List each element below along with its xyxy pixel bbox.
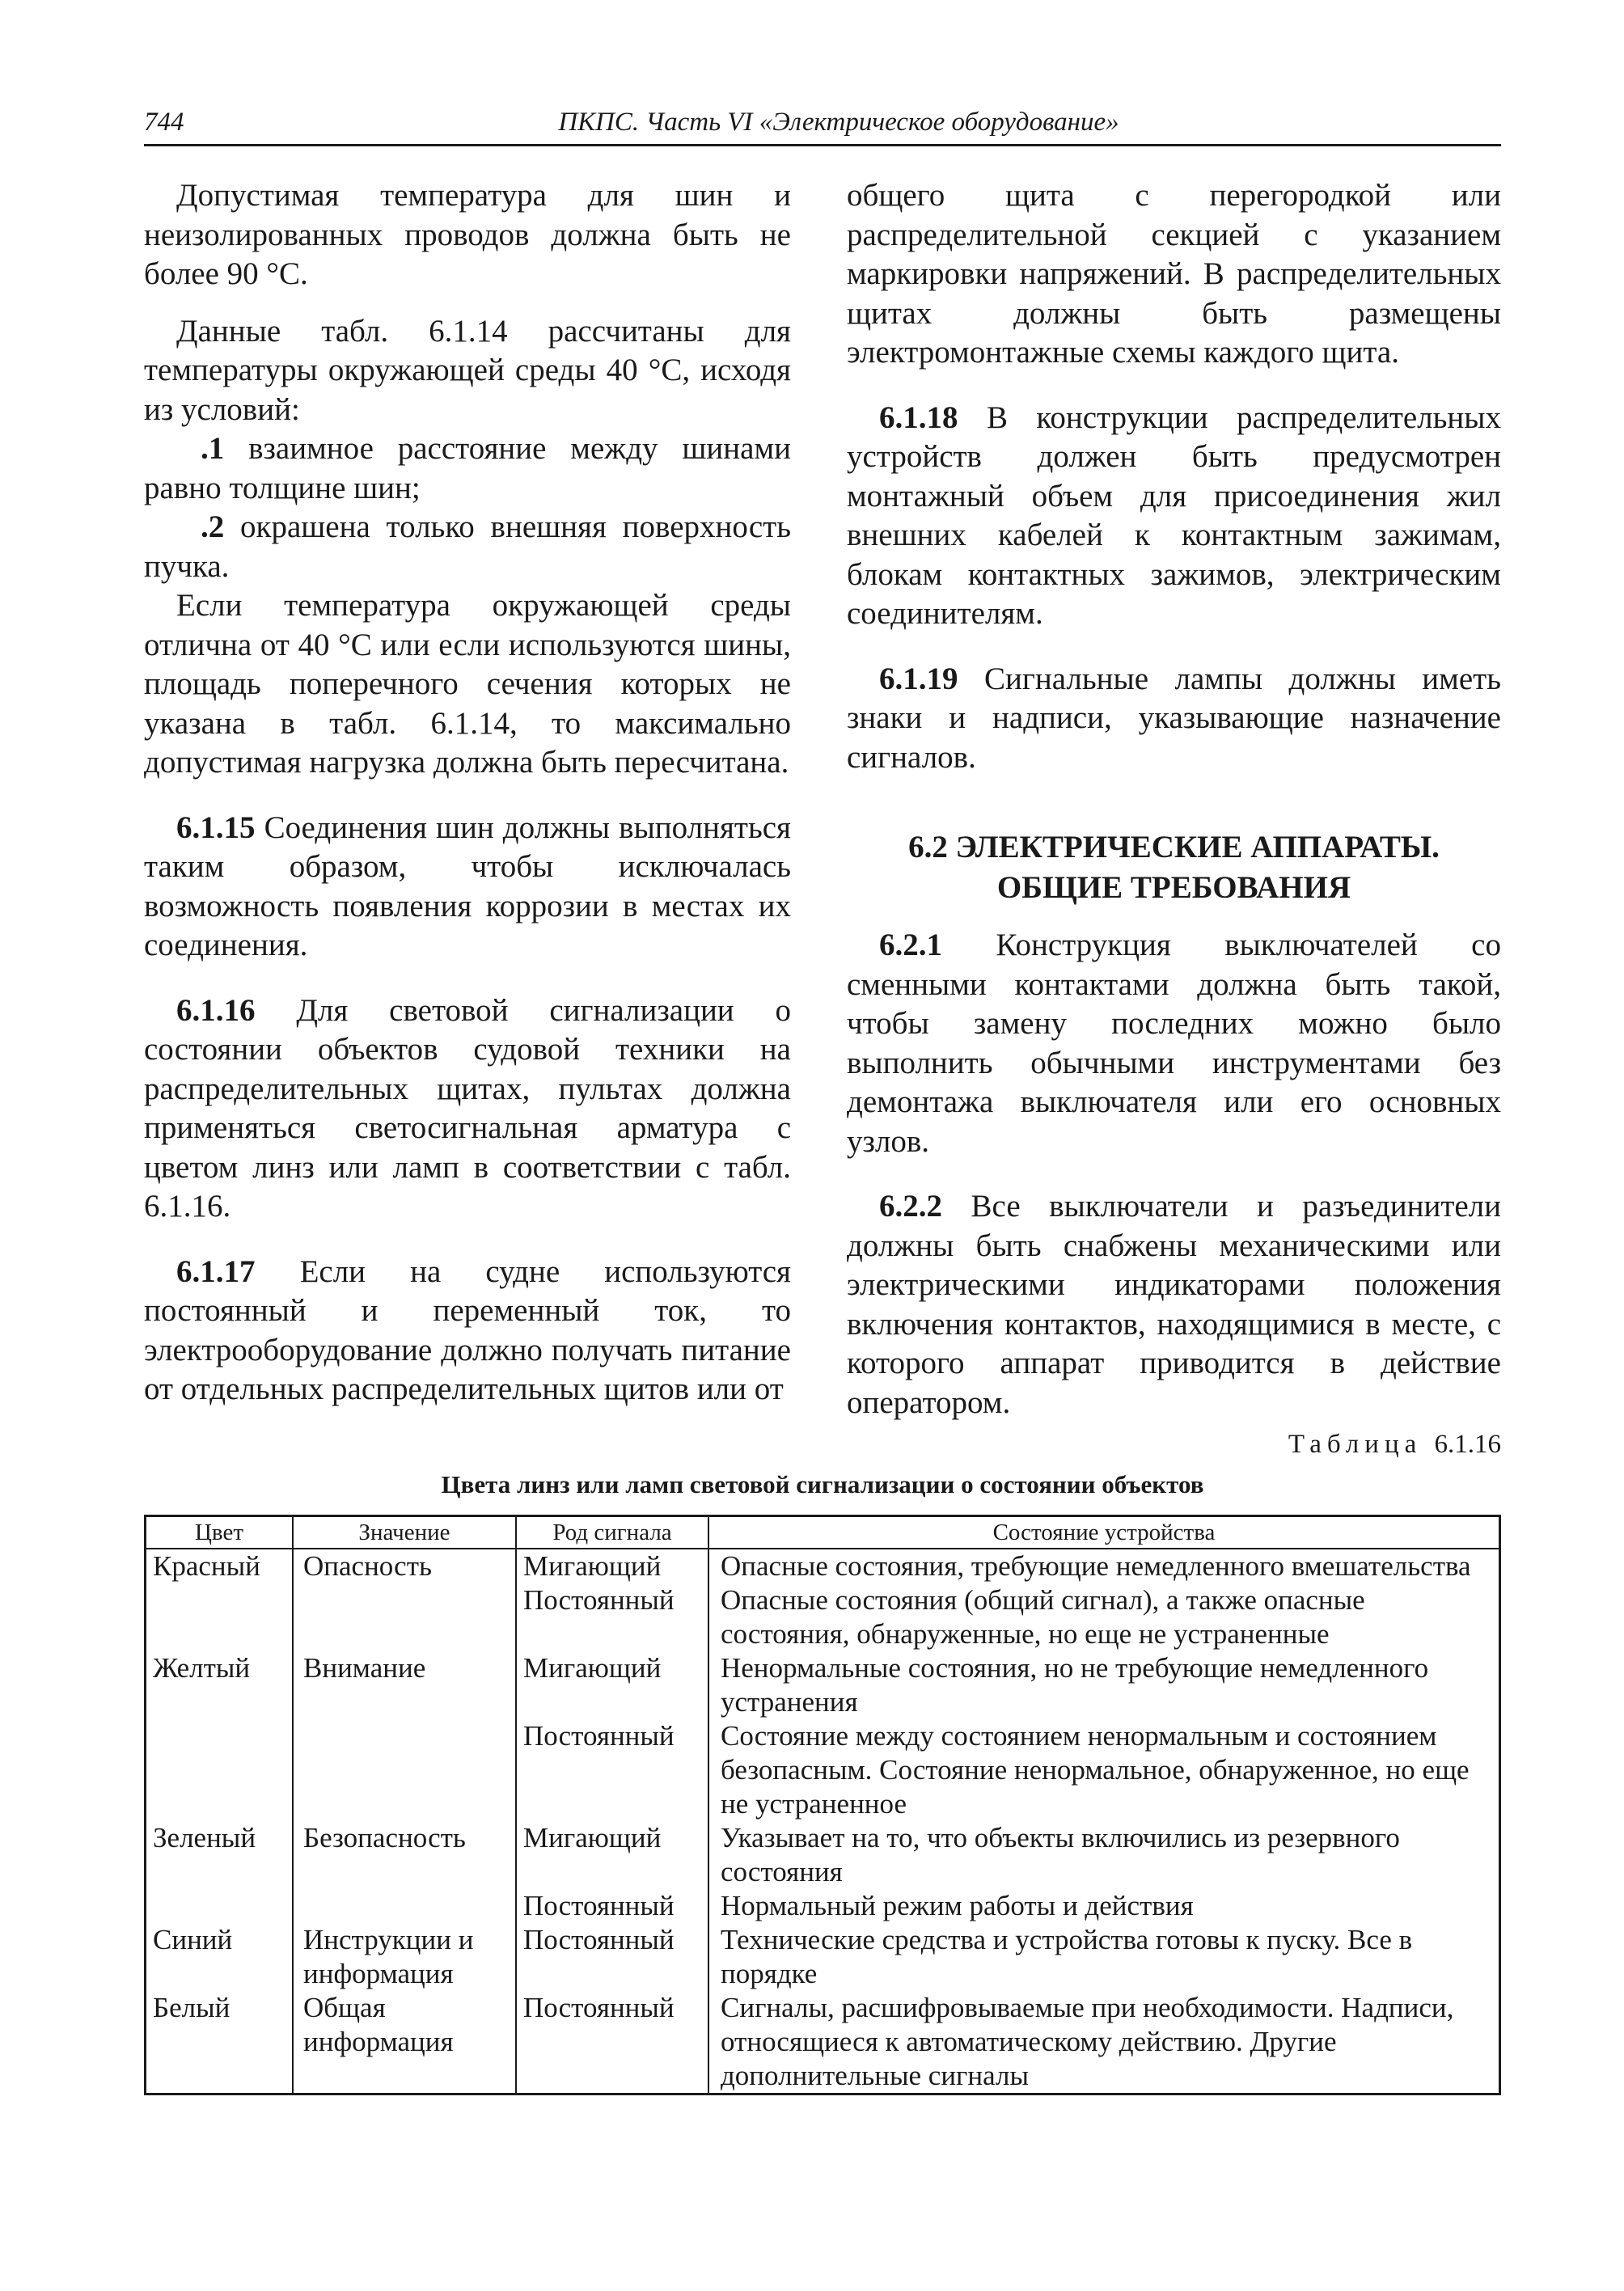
cell-color: Красный bbox=[146, 1549, 294, 1583]
cell-state: Опасные состояния (общий сигнал), а также опасные состояния, обнаруженные, но еще не устраненные bbox=[708, 1583, 1500, 1651]
clause-number: 6.2.2 bbox=[879, 1189, 942, 1224]
table-header-row bbox=[146, 1516, 1500, 1549]
column-header: Род сигнала bbox=[516, 1516, 708, 1549]
clause-6-1-16 bbox=[144, 991, 791, 1227]
table-caption-word: Таблица bbox=[1288, 1430, 1423, 1459]
cell-meaning bbox=[293, 1583, 516, 1651]
cell-state: Сигналы, расшифровываемые при необходимости. Надписи, относящиеся к автоматическому действию. Другие дополнительные сигналы bbox=[708, 1991, 1500, 2094]
cell-state: Нормальный режим работы и действия bbox=[708, 1889, 1500, 1923]
table-row bbox=[146, 1651, 1500, 1719]
cell-state: Указывает на то, что объекты включились из резервного состояния bbox=[708, 1821, 1500, 1889]
clause-6-1-17 bbox=[144, 1253, 791, 1410]
column-header: Цвет bbox=[146, 1516, 294, 1549]
paragraph: Если температура окружающей среды отлична от 40 °С или если используются шины, площадь поперечного сечения которых не указана в табл. 6.1.14, то максимально допустимая нагрузка должна быть пересчитана. bbox=[144, 588, 791, 780]
list-item bbox=[144, 429, 791, 508]
clause-text: В конструкции распределительных устройств должен быть предусмотрен монтажный объем для присоединения жил внешних кабелей к контактным зажимам, блокам контактных зажимов, электрическим соединителям. bbox=[847, 399, 1501, 631]
cell-color: Зеленый bbox=[146, 1821, 294, 1889]
cell-color bbox=[146, 1583, 294, 1651]
list-item-text: взаимное расстояние между шинами равно толщине шин; bbox=[144, 431, 791, 505]
cell-signal-type: Постоянный bbox=[516, 1889, 708, 1923]
cell-meaning bbox=[293, 1889, 516, 1923]
table-row bbox=[146, 1889, 1500, 1923]
clause-text: Если на судне используются постоянный и переменный ток, то электрооборудование должно получать питание от отдельных распределительных щитов или от bbox=[144, 1253, 791, 1406]
clause-text: Все выключатели и разъединители должны быть снабжены механическими или электрическими индикаторами положения включения контактов, находящимися в месте, с которого аппарат приводится в действие оператором. bbox=[847, 1189, 1502, 1420]
page-header bbox=[144, 104, 1501, 146]
cell-color: Белый bbox=[146, 1991, 294, 2094]
cell-signal-type: Постоянный bbox=[516, 1923, 708, 1991]
cell-state: Ненормальные состояния, но не требующие немедленного устранения bbox=[708, 1651, 1500, 1719]
clause-text: Конструкция выключателей со сменными контактами должна быть такой, чтобы замену последних можно было выполнить обычными инструментами без демонтажа выключателя или его основных узлов. bbox=[847, 928, 1501, 1159]
cell-state: Опасные состояния, требующие немедленного вмешательства bbox=[708, 1549, 1500, 1583]
clause-number: 6.1.17 bbox=[176, 1253, 256, 1289]
cell-signal-type: Мигающий bbox=[516, 1821, 708, 1889]
paragraph: общего щита с перегородкой или распределительной секцией с указанием маркировки напряжений. В распределительных щитах должны быть размещены электромонтажные схемы каждого щита. bbox=[847, 178, 1501, 370]
clause-6-1-19 bbox=[847, 660, 1501, 778]
clause-number: 6.1.16 bbox=[176, 992, 256, 1028]
left-column bbox=[144, 176, 791, 1410]
section-heading-line: 6.2 ЭЛЕКТРИЧЕСКИЕ АППАРАТЫ. bbox=[908, 830, 1440, 864]
cell-signal-type: Постоянный bbox=[516, 1583, 708, 1651]
column-header: Значение bbox=[293, 1516, 516, 1549]
clause-number: 6.1.15 bbox=[176, 809, 256, 845]
paragraph: Данные табл. 6.1.14 рассчитаны для температуры окружающей среды 40 °С, исходя из условий: bbox=[144, 313, 791, 427]
list-item bbox=[144, 508, 791, 586]
paragraph: Допустимая температура для шин и неизолированных проводов должна быть не более 90 °С. bbox=[144, 178, 791, 291]
cell-color bbox=[146, 1889, 294, 1923]
cell-meaning: Общая информация bbox=[293, 1991, 516, 2094]
section-heading-line: ОБЩИЕ ТРЕБОВАНИЯ bbox=[996, 870, 1351, 905]
cell-meaning: Внимание bbox=[293, 1651, 516, 1719]
list-item-number: .1 bbox=[201, 431, 225, 466]
cell-color: Синий bbox=[146, 1923, 294, 1991]
clause-text: Для световой сигнализации о состоянии объектов судовой техники на распределительных щитах, пультах должна применяться светосигнальная арматура с цветом линз или ламп в соответствии с табл. 6.1.16. bbox=[144, 992, 791, 1224]
table-title: Цвета линз или ламп световой сигнализации о состоянии объектов bbox=[441, 1470, 1204, 1498]
cell-signal-type: Постоянный bbox=[516, 1991, 708, 2094]
cell-meaning: Инструкции и информация bbox=[293, 1923, 516, 1991]
page-number: 744 bbox=[144, 108, 184, 137]
clause-number: 6.1.19 bbox=[879, 661, 958, 696]
table-row bbox=[146, 1821, 1500, 1889]
clause-text: Сигнальные лампы должны иметь знаки и надписи, указывающие назначение сигналов. bbox=[847, 661, 1501, 775]
section-heading bbox=[847, 827, 1501, 908]
clause-6-1-18 bbox=[847, 399, 1501, 634]
cell-signal-type: Мигающий bbox=[516, 1549, 708, 1583]
clause-6-2-1 bbox=[847, 926, 1501, 1161]
table-caption-number: 6.1.16 bbox=[1434, 1430, 1501, 1459]
clause-number: 6.2.1 bbox=[879, 928, 942, 962]
cell-signal-type: Постоянный bbox=[516, 1719, 708, 1821]
cell-state: Технические средства и устройства готовы к пуску. Все в порядке bbox=[708, 1923, 1500, 1991]
clause-6-2-2 bbox=[847, 1187, 1501, 1422]
table-caption bbox=[1288, 1430, 1501, 1460]
signal-colors-table bbox=[144, 1515, 1501, 2095]
table-row bbox=[146, 1549, 1500, 1583]
cell-state: Состояние между состоянием ненормальным и состоянием безопасным. Состояние ненормальное, обнаруженное, но еще не устраненное bbox=[708, 1719, 1500, 1821]
cell-meaning: Опасность bbox=[293, 1549, 516, 1583]
cell-meaning: Безопасность bbox=[293, 1821, 516, 1889]
table-row bbox=[146, 1583, 1500, 1651]
cell-color: Желтый bbox=[146, 1651, 294, 1719]
cell-signal-type: Мигающий bbox=[516, 1651, 708, 1719]
running-title: ПКПС. Часть VI «Электрическое оборудование» bbox=[558, 108, 1119, 137]
clause-text: Соединения шин должны выполняться таким образом, чтобы исключалась возможность появления коррозии в местах их соединения. bbox=[144, 809, 791, 962]
list-item-text: окрашена только внешняя поверхность пучка. bbox=[144, 509, 792, 584]
clause-number: 6.1.18 bbox=[879, 399, 958, 435]
cell-color bbox=[146, 1719, 294, 1821]
right-column bbox=[847, 176, 1501, 1422]
column-header: Состояние устройства bbox=[708, 1516, 1500, 1549]
table-row bbox=[146, 1719, 1500, 1821]
clause-6-1-15 bbox=[144, 809, 791, 966]
table-row bbox=[146, 1923, 1500, 1991]
list-item-number: .2 bbox=[201, 509, 225, 544]
table-row bbox=[146, 1991, 1500, 2094]
cell-meaning bbox=[293, 1719, 516, 1821]
